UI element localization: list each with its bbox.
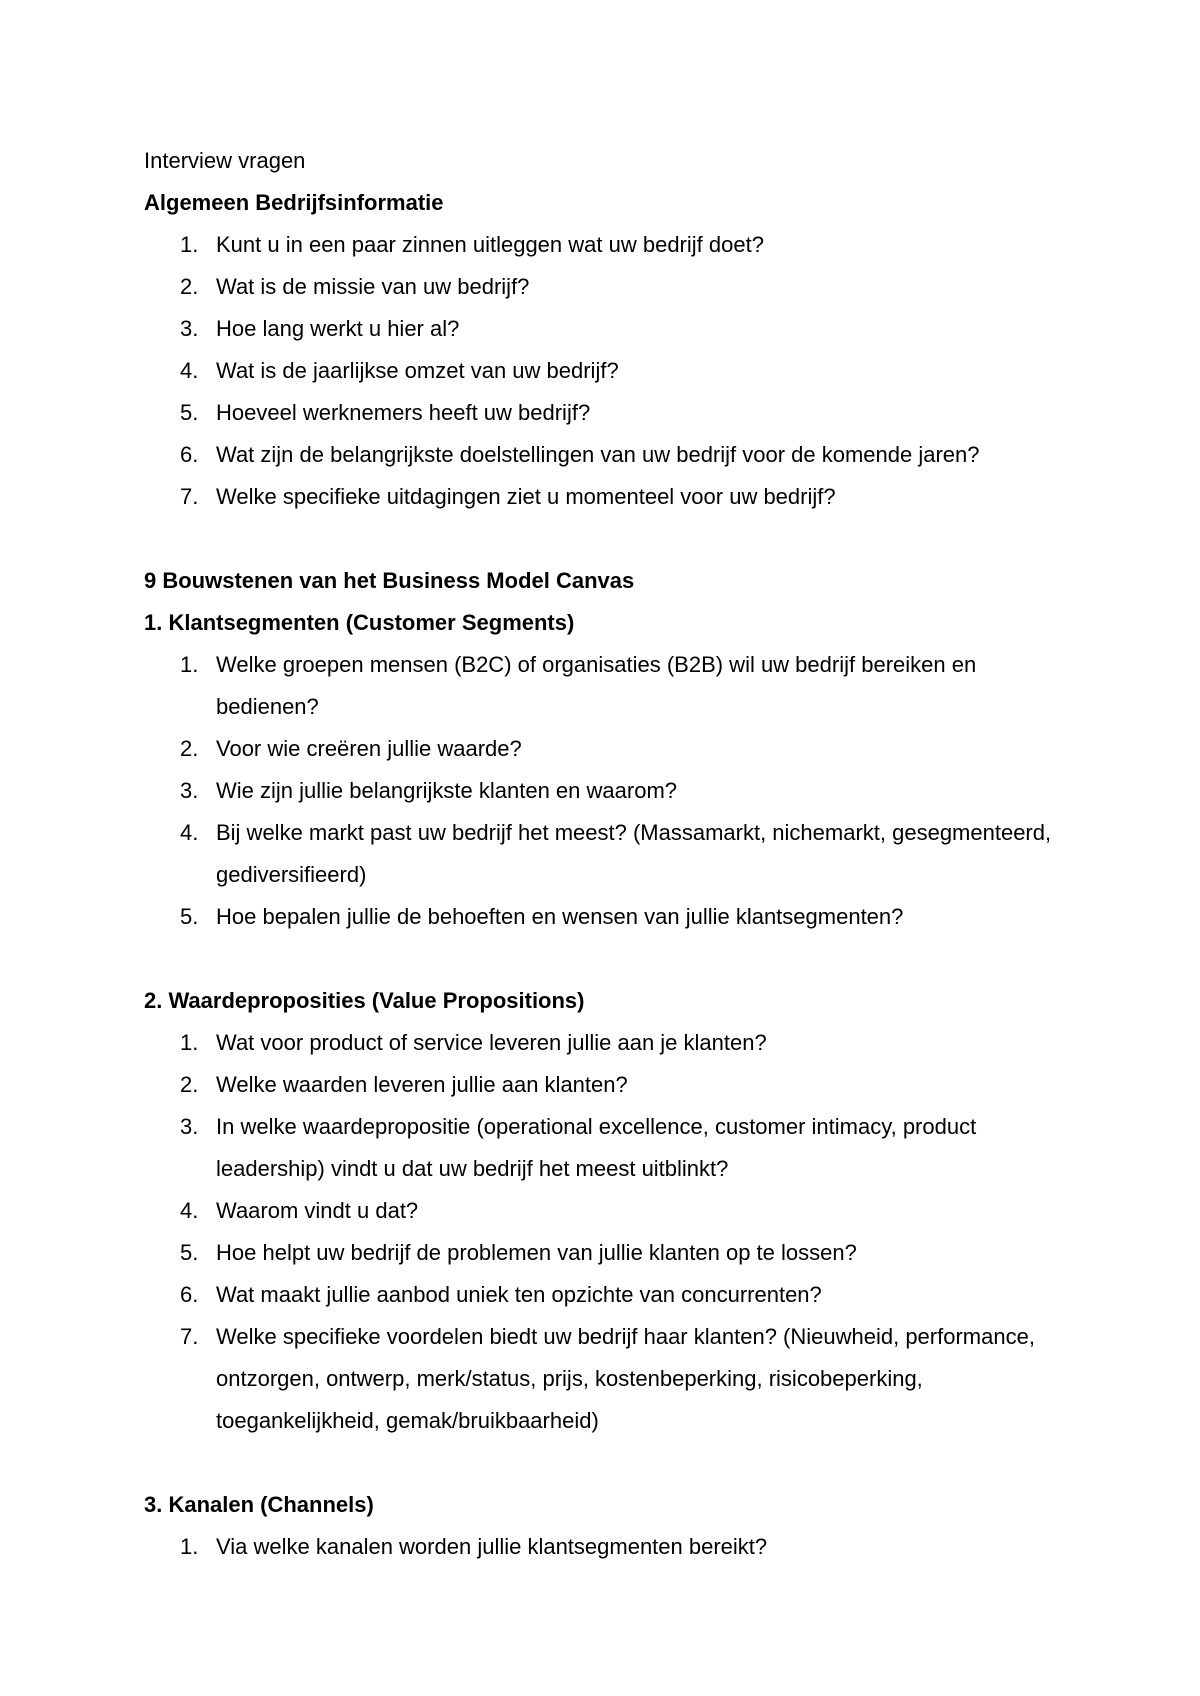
question-number: 3. [180,778,199,803]
subsection-heading-customer-segments: 1. Klantsegmenten (Customer Segments) [144,610,575,635]
question-number: 3. [180,1114,199,1139]
question-item [144,308,1084,350]
question-item [144,1274,1084,1316]
question-text: Welke waarden leveren jullie aan klanten? [216,1072,628,1097]
section-heading-bmc: 9 Bouwstenen van het Business Model Canvas [144,568,635,593]
question-item [144,896,1084,938]
question-text: Wat voor product of service leveren jullie aan je klanten? [216,1030,767,1055]
question-number: 4. [180,1198,199,1223]
question-number: 3. [180,316,199,341]
question-item [144,434,1084,476]
question-text: Wat maakt jullie aanbod uniek ten opzichte van concurrenten? [216,1282,822,1307]
question-text: Wie zijn jullie belangrijkste klanten en waarom? [216,778,678,803]
question-item [144,770,1084,812]
question-item [144,266,1084,308]
question-text: Bij welke markt past uw bedrijf het meest? (Massamarkt, nichemarkt, gesegmenteerd, gediversifieerd) [216,820,1052,887]
question-text: Via welke kanalen worden jullie klantsegmenten bereikt? [216,1534,768,1559]
section-spacer [144,518,1084,560]
question-text: Voor wie creëren jullie waarde? [216,736,522,761]
question-item [144,1316,1084,1442]
section-spacer [144,1442,1084,1484]
question-text: Wat zijn de belangrijkste doelstellingen van uw bedrijf voor de komende jaren? [216,442,980,467]
question-item [144,644,1084,728]
question-number: 6. [180,1282,199,1307]
question-text: Wat is de jaarlijkse omzet van uw bedrijf? [216,358,619,383]
question-text: Wat is de missie van uw bedrijf? [216,274,530,299]
question-number: 1. [180,232,199,257]
question-item [144,224,1084,266]
question-text: Hoeveel werknemers heeft uw bedrijf? [216,400,591,425]
question-number: 1. [180,652,199,677]
question-item [144,728,1084,770]
section-heading-value-propositions: 2. Waardeproposities (Value Propositions) [144,988,585,1013]
question-number: 6. [180,442,199,467]
question-item [144,1190,1084,1232]
section-heading-channels: 3. Kanalen (Channels) [144,1492,374,1517]
question-number: 2. [180,1072,199,1097]
question-number: 7. [180,484,199,509]
question-item [144,1526,1084,1568]
question-list-channels [144,1526,1084,1568]
question-item [144,1022,1084,1064]
question-text: Hoe lang werkt u hier al? [216,316,460,341]
question-text: Welke specifieke voordelen biedt uw bedrijf haar klanten? (Nieuwheid, performance, ontzorgen, ontwerp, merk/status, prijs, kostenbeperking, risicobeperking, toegankelijkheid, gemak/bruikbaarheid) [216,1324,1035,1433]
question-text: Kunt u in een paar zinnen uitleggen wat uw bedrijf doet? [216,232,764,257]
question-number: 1. [180,1030,199,1055]
question-number: 2. [180,274,199,299]
question-text: Waarom vindt u dat? [216,1198,419,1223]
question-text: Hoe helpt uw bedrijf de problemen van jullie klanten op te lossen? [216,1240,857,1265]
question-item [144,350,1084,392]
document-title: Interview vragen [144,148,306,173]
question-list-value-propositions [144,1022,1084,1442]
question-item [144,392,1084,434]
question-text: Welke groepen mensen (B2C) of organisaties (B2B) wil uw bedrijf bereiken en bedienen? [216,652,977,719]
question-number: 5. [180,1240,199,1265]
question-item [144,812,1084,896]
question-number: 4. [180,358,199,383]
section-spacer [144,938,1084,980]
question-number: 7. [180,1324,199,1349]
question-item [144,476,1084,518]
question-number: 4. [180,820,199,845]
question-number: 5. [180,400,199,425]
question-item [144,1106,1084,1190]
question-text: Hoe bepalen jullie de behoeften en wensen van jullie klantsegmenten? [216,904,904,929]
question-number: 1. [180,1534,199,1559]
question-text: In welke waardepropositie (operational excellence, customer intimacy, product leadership) vindt u dat uw bedrijf het meest uitblinkt? [216,1114,977,1181]
question-item [144,1232,1084,1274]
question-list-customer-segments [144,644,1084,938]
question-list-general-info [144,224,1084,518]
section-heading-general-info: Algemeen Bedrijfsinformatie [144,190,444,215]
question-number: 2. [180,736,199,761]
document-page [144,140,1084,1568]
question-item [144,1064,1084,1106]
question-number: 5. [180,904,199,929]
question-text: Welke specifieke uitdagingen ziet u momenteel voor uw bedrijf? [216,484,836,509]
